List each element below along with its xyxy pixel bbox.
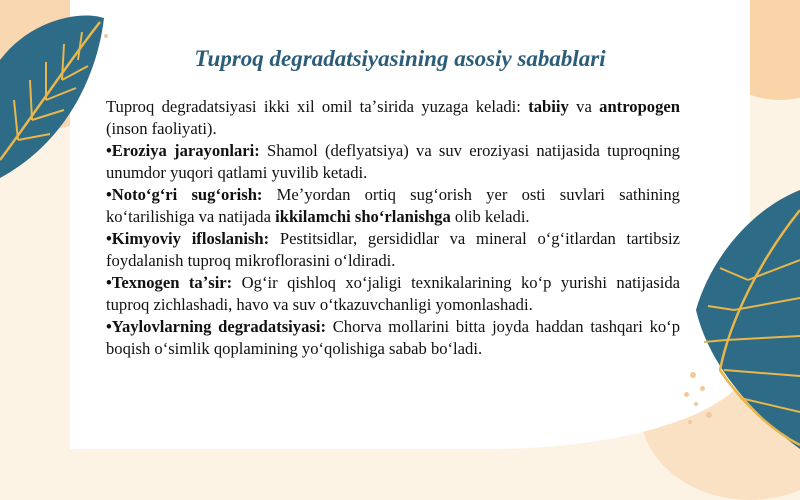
bullet-item-technogenic: •Texnogen taʼsir: Ogʻir qishloq xoʻjaligi texnikalarining koʻp yurishi natijasida tuproq zichlashadi, havo va suv oʻtkazuvchanligi yomonlashadi. bbox=[106, 273, 680, 314]
leaf-icon bbox=[0, 0, 110, 200]
intro-paragraph: Tuproq degradatsiyasi ikki xil omil taʼsirida yuzaga keladi: tabiiy va antropogen (inson faoliyati). bbox=[106, 97, 680, 138]
slide-body bbox=[106, 96, 680, 360]
slide-title: Tuproq degradatsiyasining asosiy sabablari bbox=[194, 46, 606, 71]
bullet-item-irrigation: •Notoʻgʻri sugʻorish: Meʼyordan ortiq sugʻorish yer osti suvlari sathining koʻtarilishiga va natijada ikkilamchi shoʻrlanishga olib keladi. bbox=[106, 185, 680, 226]
bullet-item-pasture: •Yaylovlarning degradatsiyasi: Chorva mollarini bitta joyda haddan tashqari koʻp boqish oʻsimlik qoplamining yoʻqolishiga sabab boʻladi. bbox=[106, 317, 680, 358]
bullet-item-chemical: •Kimyoviy ifloslanish: Pestitsidlar, gersididlar va mineral oʻgʻitlardan tartibsiz foydalanish tuproq mikroflorasini oʻldiradi. bbox=[106, 229, 680, 270]
bullet-item-erosion: •Eroziya jarayonlari: Shamol (deflyatsiya) va suv eroziyasi natijasida tuproqning unumdor yuqori qatlami yuvilib ketadi. bbox=[106, 141, 680, 182]
leaf-icon bbox=[690, 190, 800, 449]
